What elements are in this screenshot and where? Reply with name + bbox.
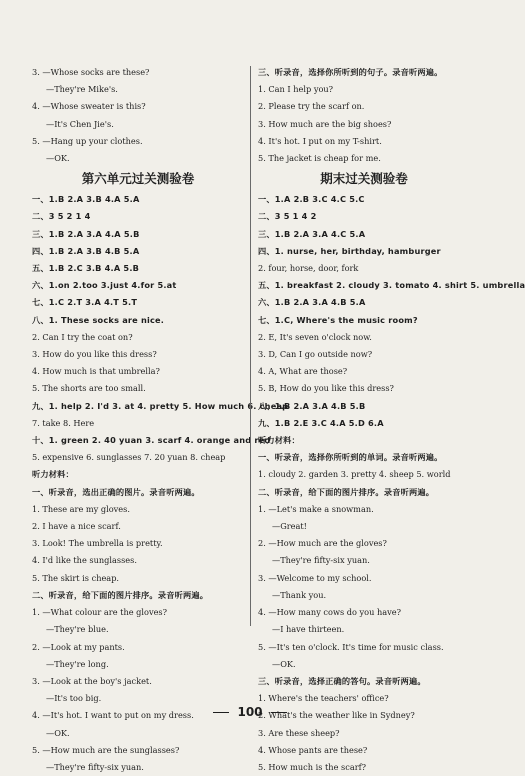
text-line: 4. How much is that umbrella? bbox=[32, 366, 160, 377]
answer-heading-line: 听力材料： bbox=[258, 435, 300, 446]
text-line: 5. B, How do you like this dress? bbox=[258, 383, 394, 394]
footer-dash-left bbox=[213, 712, 229, 713]
right-column bbox=[258, 64, 525, 776]
text-line: 3. —Welcome to my school. bbox=[258, 572, 372, 583]
text-line: 2. Can I try the coat on? bbox=[32, 331, 133, 342]
answer-heading-line: 四、1. nurse, her, birthday, hamburger bbox=[258, 245, 441, 256]
text-line: 4. —It's hot. I want to put on my dress. bbox=[32, 710, 194, 721]
text-line: 7. take 8. Here bbox=[32, 417, 95, 428]
page-footer bbox=[0, 705, 500, 719]
text-line: 1. These are my gloves. bbox=[32, 503, 130, 514]
text-line: —OK. bbox=[272, 658, 296, 669]
text-line: 4. —How many cows do you have? bbox=[258, 607, 401, 618]
section-title: 期末过关测验卷 bbox=[320, 171, 408, 187]
answer-heading-line: 二、听录音，给下面的图片排序。录音听两遍。 bbox=[258, 486, 435, 497]
text-line: 2. Please try the scarf on. bbox=[258, 101, 365, 112]
text-line: 1. Can I help you? bbox=[258, 84, 334, 95]
text-line: 5. The jacket is cheap for me. bbox=[258, 153, 381, 164]
text-line: 1. —What colour are the gloves? bbox=[32, 607, 168, 618]
text-line: 4. —Whose sweater is this? bbox=[32, 101, 146, 112]
text-line: —They're long. bbox=[46, 658, 109, 669]
text-line: 2. —How much are the gloves? bbox=[258, 538, 387, 549]
text-line: —It's Chen Jie's. bbox=[46, 118, 114, 129]
text-line: 5. expensive 6. sunglasses 7. 20 yuan 8. cheap bbox=[32, 452, 226, 463]
text-line: 1. cloudy 2. garden 3. pretty 4. sheep 5. world bbox=[258, 469, 451, 480]
text-line: —I have thirteen. bbox=[272, 624, 345, 635]
answer-heading-line: 九、1.B 2.E 3.C 4.A 5.D 6.A bbox=[258, 417, 384, 428]
answer-heading-line: 听力材料： bbox=[32, 469, 74, 480]
answer-heading-line: 八、1.B 2.A 3.A 4.B 5.B bbox=[258, 400, 366, 411]
text-line: 2. —Look at my pants. bbox=[32, 641, 125, 652]
text-line: 2. I have a nice scarf. bbox=[32, 521, 121, 532]
footer-dash-right bbox=[271, 712, 287, 713]
answer-heading-line: 九、1. help 2. I'd 3. at 4. pretty 5. How much 6. cheap bbox=[32, 400, 289, 411]
answer-heading-line: 一、1.B 2.A 3.B 4.A 5.A bbox=[32, 194, 140, 205]
text-line: —OK. bbox=[46, 727, 70, 738]
answer-heading-line: 一、1.A 2.B 3.C 4.C 5.C bbox=[258, 194, 365, 205]
page-number: 100 bbox=[237, 705, 263, 719]
answer-heading-line: 二、3 5 2 1 4 bbox=[32, 211, 91, 222]
text-line: 3. Look! The umbrella is pretty. bbox=[32, 538, 163, 549]
text-line: —They're fifty-six yuan. bbox=[46, 761, 144, 772]
text-line: 5. —Hang up your clothes. bbox=[32, 135, 143, 146]
answer-heading-line: 一、听录音，选出正确的图片。录音听两遍。 bbox=[32, 486, 200, 497]
text-line: 2. four, horse, door, fork bbox=[258, 263, 359, 274]
text-line: 3. —Look at the boy's jacket. bbox=[32, 675, 152, 686]
answer-heading-line: 四、1.B 2.A 3.B 4.B 5.A bbox=[32, 245, 140, 256]
answer-heading-line: 五、1. breakfast 2. cloudy 3. tomato 4. shirt 5. umbrella bbox=[258, 280, 525, 291]
text-line: 1. —Let's make a snowman. bbox=[258, 503, 374, 514]
section-title: 第六单元过关测验卷 bbox=[81, 171, 195, 187]
answer-heading-line: 三、1.B 2.A 3.A 4.C 5.A bbox=[258, 228, 366, 239]
answer-heading-line: 二、3 5 1 4 2 bbox=[258, 211, 317, 222]
text-line: 4. I'd like the sunglasses. bbox=[32, 555, 137, 566]
answer-heading-line: 十、1. green 2. 40 yuan 3. scarf 4. orange and red bbox=[32, 435, 271, 446]
text-line: 4. It's hot. I put on my T-shirt. bbox=[258, 135, 382, 146]
text-line: 1. Where's the teachers' office? bbox=[258, 693, 389, 704]
answer-heading-line: 六、1.B 2.A 3.A 4.B 5.A bbox=[258, 297, 366, 308]
column-divider bbox=[250, 66, 251, 626]
answer-heading-line: 六、1.on 2.too 3.just 4.for 5.at bbox=[32, 280, 177, 291]
text-line: 3. —Whose socks are these? bbox=[32, 67, 150, 77]
text-line: 5. How much is the scarf? bbox=[258, 761, 367, 772]
text-line: 2. What's the weather like in Sydney? bbox=[258, 710, 415, 721]
answer-heading-line: 二、听录音，给下面的图片排序。录音听两遍。 bbox=[32, 589, 209, 600]
text-line: 2. E, It's seven o'clock now. bbox=[258, 331, 372, 342]
text-line: 5. —How much are the sunglasses? bbox=[32, 744, 180, 755]
answer-heading-line: 三、听录音，选择正确的答句。录音听两遍。 bbox=[258, 675, 426, 686]
answer-heading-line: 三、1.B 2.A 3.A 4.A 5.B bbox=[32, 228, 140, 239]
text-line: —Thank you. bbox=[272, 589, 327, 600]
text-line: 5. The shorts are too small. bbox=[32, 383, 146, 394]
answer-heading-line: 一、听录音，选择你所听到的单词。录音听两遍。 bbox=[258, 452, 443, 463]
text-line: —It's too big. bbox=[46, 693, 102, 704]
text-line: —They're Mike's. bbox=[46, 84, 118, 95]
text-line: 3. How do you like this dress? bbox=[32, 349, 157, 360]
answer-heading-line: 七、1.C 2.T 3.A 4.T 5.T bbox=[32, 297, 138, 308]
text-line: 5. The skirt is cheap. bbox=[32, 572, 120, 583]
text-line: 3. Are these sheep? bbox=[258, 727, 340, 738]
text-line: —Great! bbox=[272, 521, 307, 532]
text-line: —OK. bbox=[46, 153, 70, 164]
answer-heading-line: 三、听录音，选择你所听到的句子。录音听两遍。 bbox=[258, 67, 443, 77]
text-line: 4. A, What are those? bbox=[258, 366, 348, 377]
text-line: 3. How much are the big shoes? bbox=[258, 118, 392, 129]
answer-heading-line: 七、1.C, Where's the music room? bbox=[258, 314, 418, 325]
text-line: 5. —It's ten o'clock. It's time for music class. bbox=[258, 641, 444, 652]
text-line: 4. Whose pants are these? bbox=[258, 744, 368, 755]
answer-heading-line: 五、1.B 2.C 3.B 4.A 5.B bbox=[32, 263, 140, 274]
text-line: —They're fifty-six yuan. bbox=[272, 555, 370, 566]
text-line: 3. D, Can I go outside now? bbox=[258, 349, 373, 360]
text-line: —They're blue. bbox=[46, 624, 109, 635]
answer-heading-line: 八、1. These socks are nice. bbox=[32, 314, 165, 325]
